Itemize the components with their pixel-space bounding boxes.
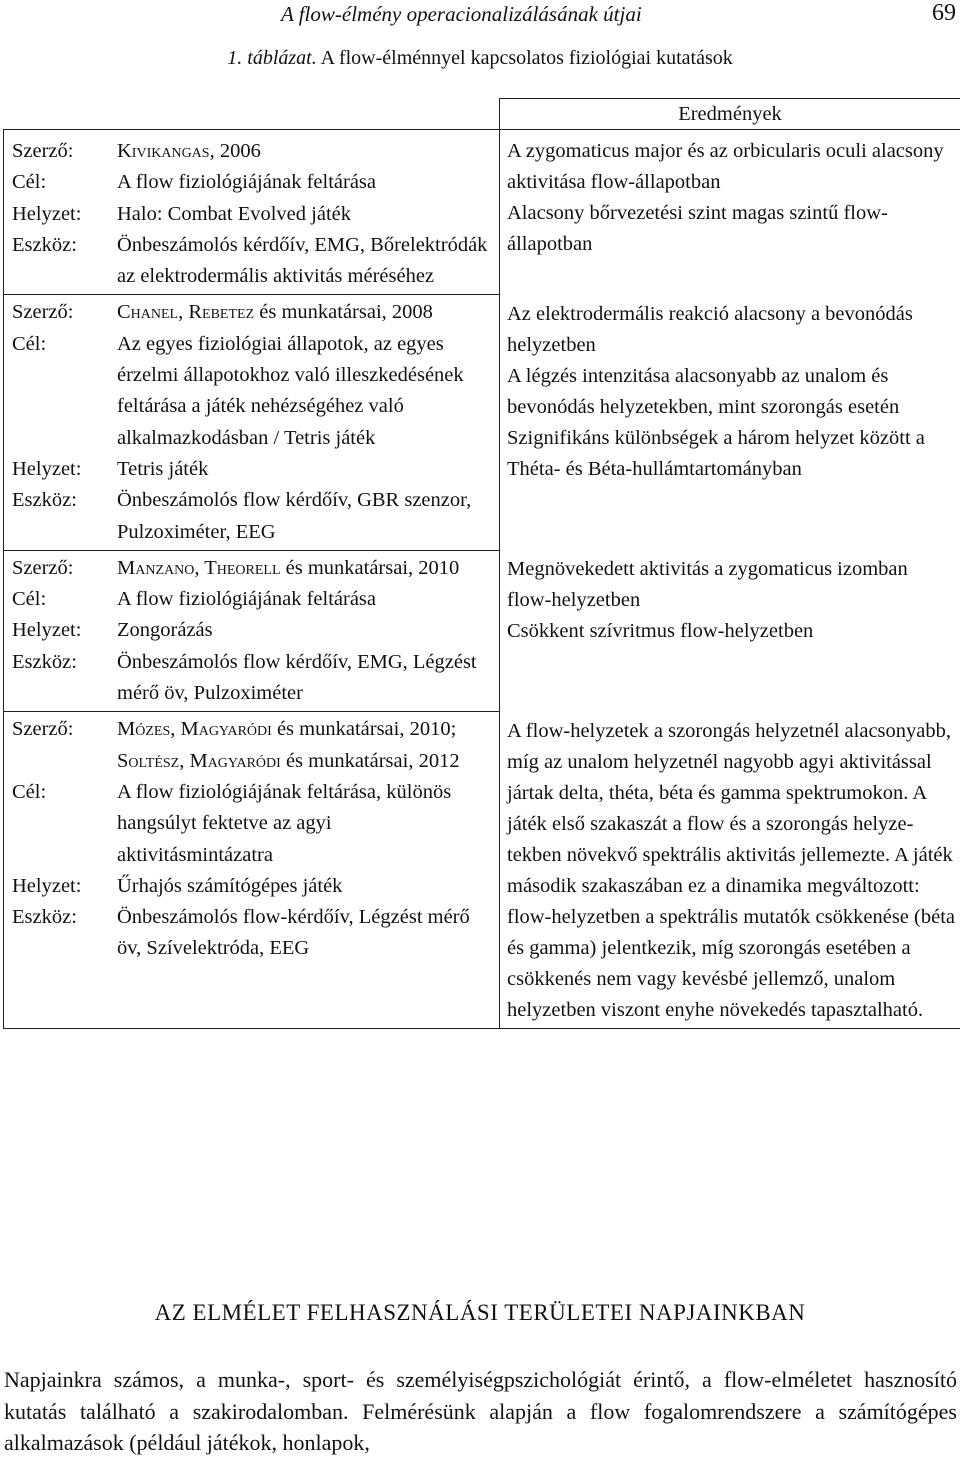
author-label: Szerző: xyxy=(12,556,74,579)
table-caption-text: A flow-élménnyel kapcsolatos fiziológiai kutatások xyxy=(316,47,733,69)
table-row xyxy=(4,712,960,1029)
table-caption xyxy=(0,47,960,70)
author-label: Szerző: xyxy=(12,718,74,741)
tool-label: Eszköz: xyxy=(12,489,77,512)
study-result-cell xyxy=(500,712,960,1029)
running-title: A flow-élmény operacionalizálásának útjai xyxy=(281,2,642,26)
situation-label: Helyzet: xyxy=(12,202,82,225)
situation-label: Helyzet: xyxy=(12,874,82,897)
situation-value: Tetris játék xyxy=(117,457,209,480)
page-number: 69 xyxy=(932,0,956,26)
tool-value: Önbeszámolós flow kérdőív, GBR szenzor, Pulzoximéter, EEG xyxy=(117,489,472,543)
goal-value: A flow fiziológiájának feltárása xyxy=(117,588,376,611)
study-result-cell xyxy=(500,550,960,711)
study-description-cell xyxy=(4,550,500,711)
goal-label: Cél: xyxy=(12,780,47,803)
study-description-cell xyxy=(4,295,500,550)
study-result-text: Az elektrodermális reakció alacsony a bevonódás helyzetben A légzés intenzitása alacsonyabb az unalom és bevonódás helyzetekben, mint szorongás esetén Szignifikáns különbségek a három helyzet között a Théta- és Béta-hullámtartományban xyxy=(507,302,925,480)
author-value: Mózes, Magyaródi és munkatársai, 2010; Soltész, Magyaródi és munkatársai, 2012 xyxy=(117,718,460,772)
results-column-header: Eredmények xyxy=(500,99,960,130)
tool-value: Önbeszámolós flow-kérdőív, Légzést mérő öv, Szívelektróda, EEG xyxy=(117,906,470,960)
goal-value: Az egyes fiziológiai állapotok, az egyes érzelmi állapotokhoz való illeszkedésének feltárása a játék nehézségéhez való alkalmazkodásban / Tetris játék xyxy=(117,332,464,449)
tool-label: Eszköz: xyxy=(12,650,77,673)
study-description-cell xyxy=(4,130,500,295)
goal-label: Cél: xyxy=(12,332,47,355)
goal-label: Cél: xyxy=(12,171,47,194)
author-value: Kivikangas, 2006 xyxy=(117,140,261,162)
page-header xyxy=(0,0,960,34)
situation-value: Halo: Combat Evolved játék xyxy=(117,202,351,225)
situation-label: Helyzet: xyxy=(12,619,82,642)
study-result-text: A zygomaticus major és az orbicularis oculi alacsony aktivitása flow-állapotban Alacsony bőrvezetési szint magas szintű flow-állapotban xyxy=(507,140,944,255)
situation-value: Űrhajós számítógépes játék xyxy=(117,874,343,897)
table-header-blank xyxy=(4,99,500,130)
study-result-cell xyxy=(500,295,960,550)
goal-value: A flow fiziológiájának feltárása xyxy=(117,171,376,194)
table-header-row xyxy=(4,99,960,130)
tool-value: Önbeszámolós flow kérdőív, EMG, Légzést mérő öv, Pulzoximéter xyxy=(117,650,477,705)
table-caption-label: 1. táblázat. xyxy=(227,47,317,69)
study-description-cell xyxy=(4,712,500,1029)
goal-value: A flow fiziológiájának feltárása, különös hangsúlyt fektetve az agyi aktivitásmintázatra xyxy=(117,780,452,866)
author-label: Szerző: xyxy=(12,140,74,162)
table-row xyxy=(4,130,960,295)
physiology-studies-table xyxy=(3,98,960,1029)
body-paragraph: Napjainkra számos, a munka-, sport- és személyiségpszichológiát érintő, a flow-elméletet hasznosító kutatás található a szakirodalomban. Felmérésünk alapján a flow fogalomrendszere a számítógépes alkalmazások (például játékok, honlapok, xyxy=(4,1367,957,1455)
author-value: Manzano, Theorell és munkatársai, 2010 xyxy=(117,556,460,579)
study-result-text: Megnövekedett aktivitás a zygomaticus izomban flow-helyzetben Csökkent szívritmus flow-helyzetben xyxy=(507,558,908,643)
study-result-cell xyxy=(500,130,960,295)
table-row xyxy=(4,295,960,550)
goal-label: Cél: xyxy=(12,588,47,611)
section-heading: AZ ELMÉLET FELHASZNÁLÁSI TERÜLETEI NAPJAINKBAN xyxy=(154,1300,806,1325)
situation-label: Helyzet: xyxy=(12,457,82,480)
tool-value: Önbeszámolós kérdőív, EMG, Bőrelektródák az elektrodermális aktivitás méréséhez xyxy=(117,233,488,288)
author-value: Chanel, Rebetez és munkatársai, 2008 xyxy=(117,301,433,324)
author-label: Szerző: xyxy=(12,301,74,324)
tool-label: Eszköz: xyxy=(12,906,77,929)
table-row xyxy=(4,550,960,711)
situation-value: Zongorázás xyxy=(117,619,213,642)
tool-label: Eszköz: xyxy=(12,233,77,256)
study-result-text: A flow-helyzetek a szorongás helyzetnél alacsonyabb, míg az unalom helyzetnél nagyobb agyi aktivitással jártak delta, théta, béta és gamma spektrumokon. A játék első szakaszát a flow és a szorongás helyzetekben növekvő spektrális aktivitás jellemezte. A játék második szakaszában ez a dinamika megváltozott: flow-helyzetben a spektrális mutatók csökkenése (béta és gamma) jelentkezik, míg szorongás esetében a csökkenés nem vagy kevésbé jellemző, unalom helyzetben viszont enyhe növekedés tapasztalható. xyxy=(507,719,955,1021)
